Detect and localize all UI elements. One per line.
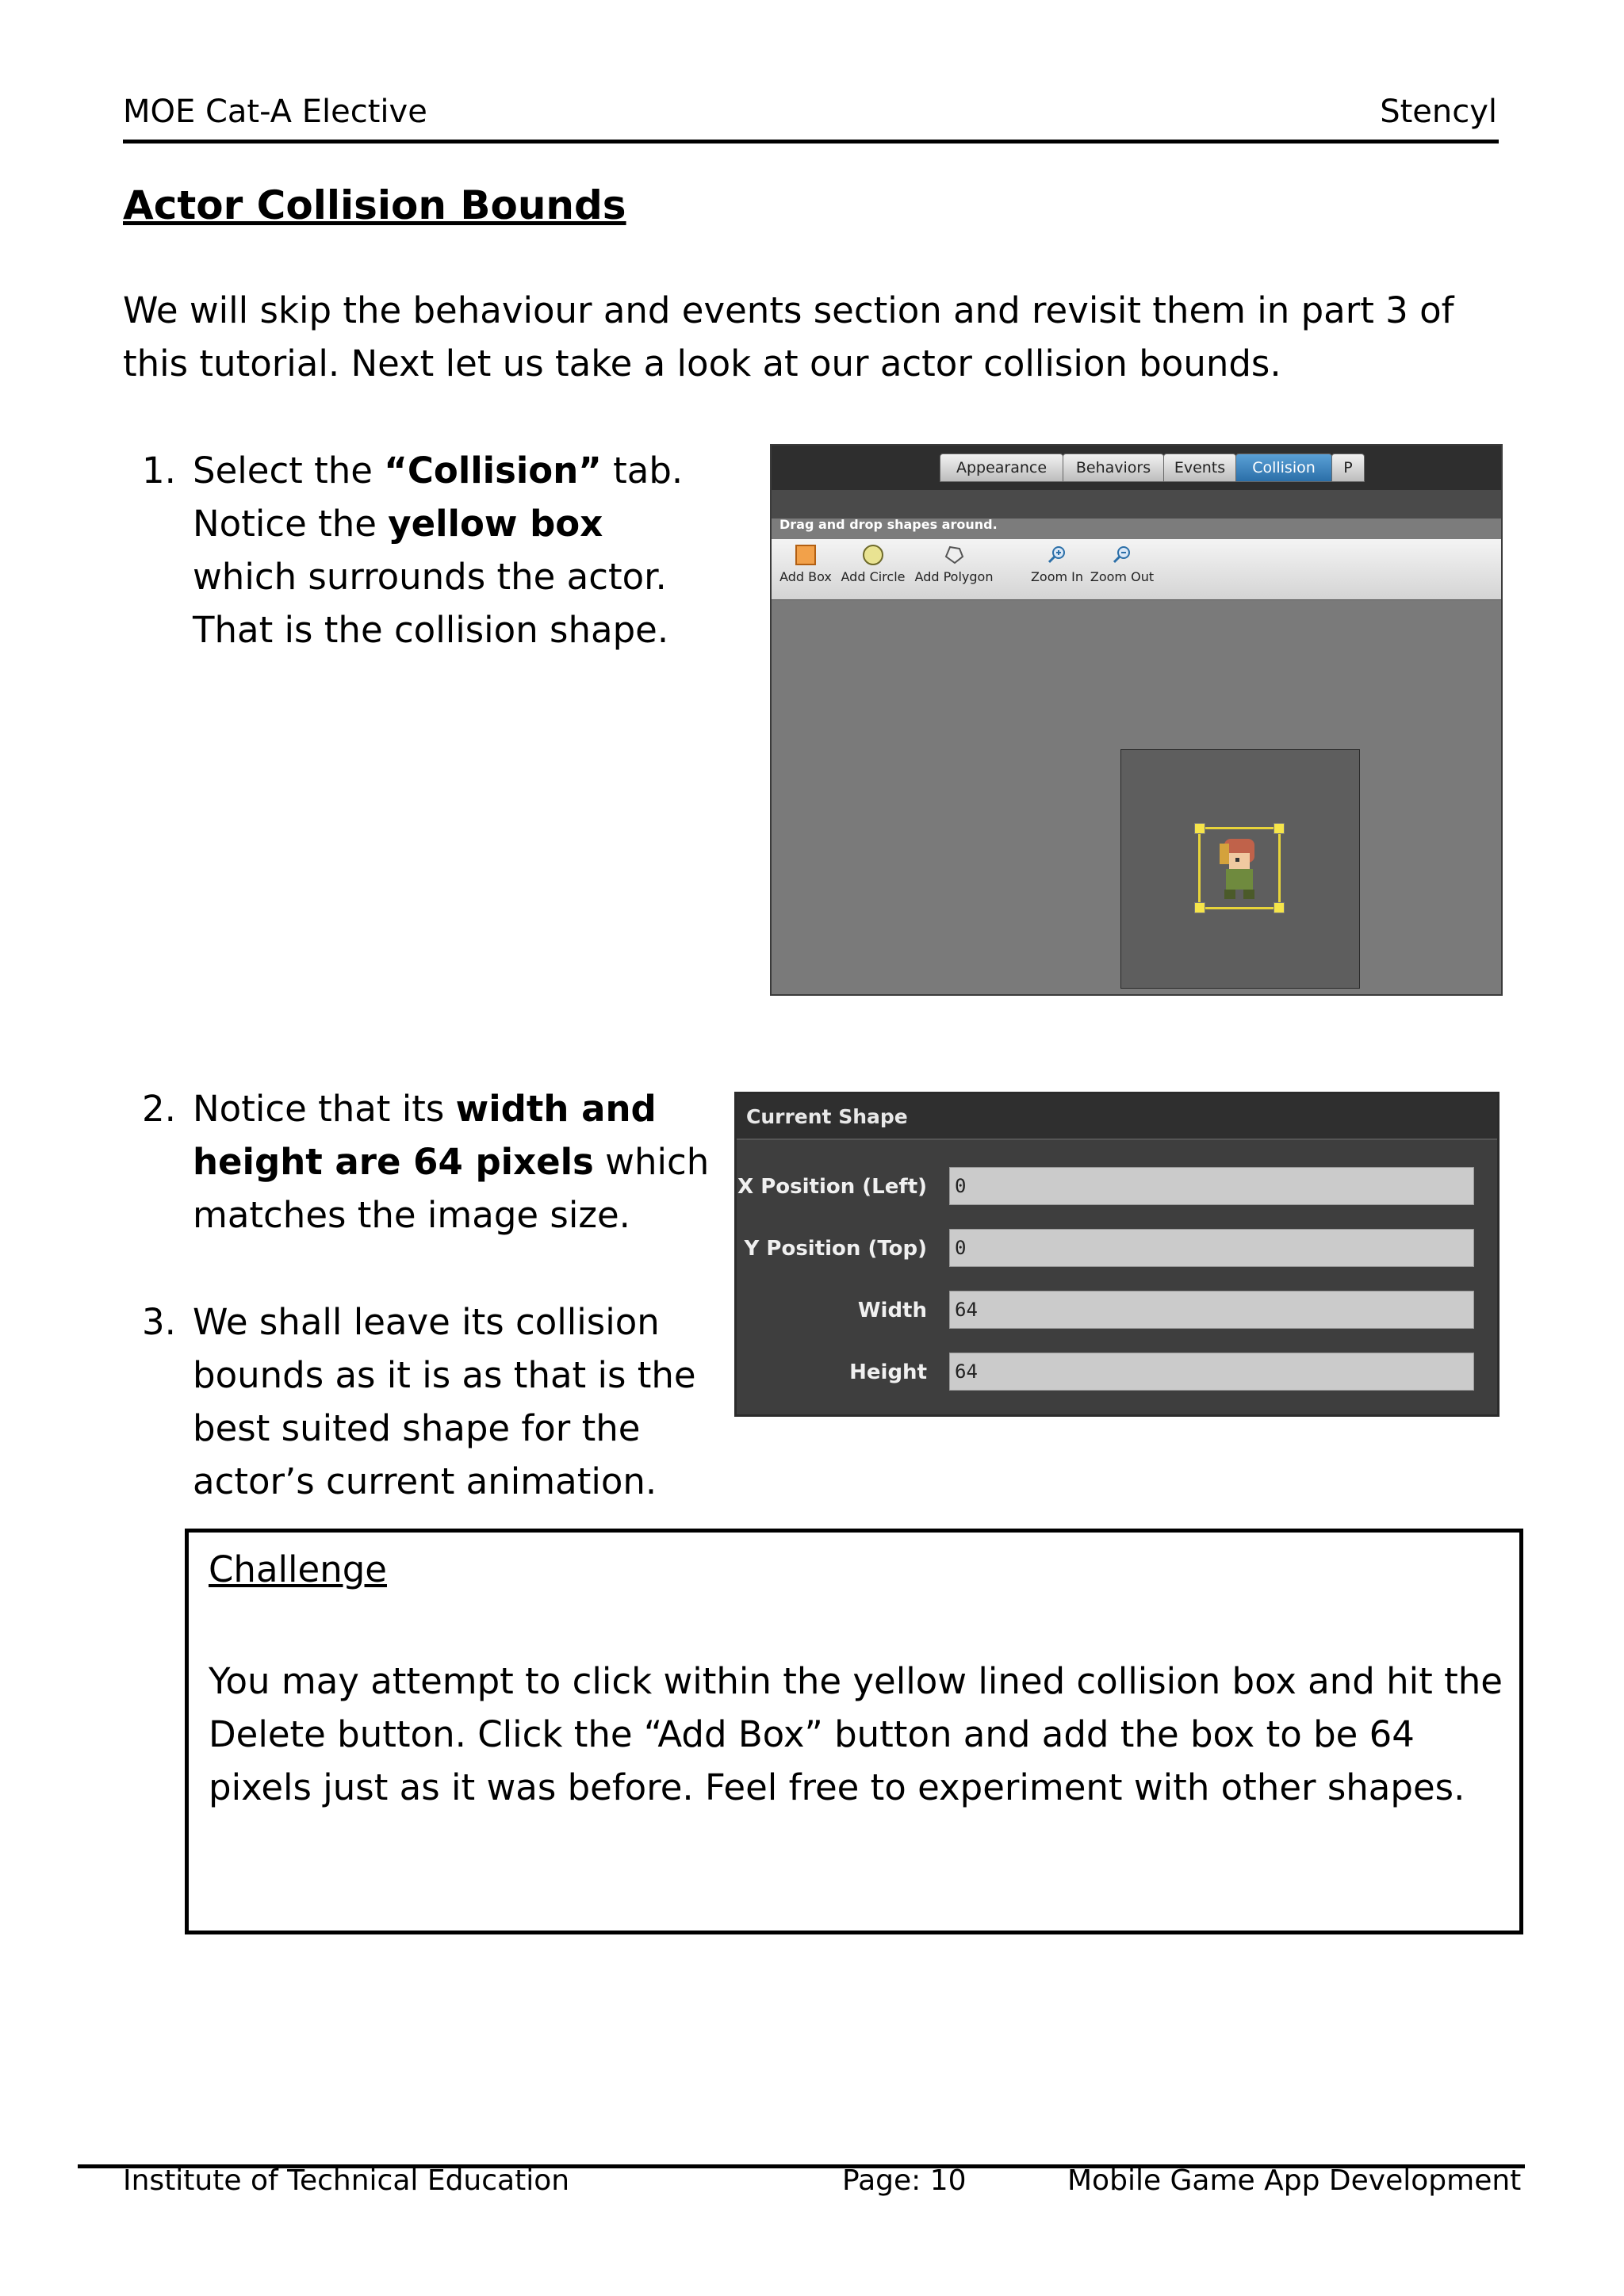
y-position-label: Y Position (Top) — [744, 1237, 927, 1261]
step-text: Notice that its — [193, 1088, 456, 1130]
step-3 — [142, 1295, 716, 1508]
shape-toolbar — [772, 539, 1501, 600]
intro-paragraph: We will skip the behaviour and events section and revisit them in part 3 of this tutorial. Next let us take a look at our actor collision bounds. — [123, 289, 1454, 385]
tool-label: Add Polygon — [914, 569, 994, 584]
challenge-box — [185, 1529, 1523, 1934]
step-number: 1. — [142, 450, 176, 492]
challenge-title: Challenge — [209, 1548, 387, 1590]
header-divider — [123, 140, 1499, 144]
step-1 — [142, 444, 716, 656]
step-number: 3. — [142, 1301, 176, 1343]
resize-handle[interactable] — [1274, 823, 1285, 834]
add-circle-button[interactable] — [840, 544, 906, 584]
step-number: 2. — [142, 1088, 176, 1130]
tool-label: Add Box — [779, 569, 832, 584]
step-text: We shall leave its collision bounds as it is as that is the best suited shape for the actor’s current animation. — [193, 1301, 696, 1502]
resize-handle[interactable] — [1274, 902, 1285, 913]
polygon-icon — [944, 545, 964, 565]
tab-events[interactable]: Events — [1163, 453, 1236, 482]
actor-frame — [1120, 749, 1360, 989]
zoom-out-icon — [1112, 545, 1132, 565]
resize-handle[interactable] — [1194, 902, 1205, 913]
challenge-text: You may attempt to click within the yellow lined collision box and hit the Delete button. Click the “Add Box” button and add the box to be 64 pixels just as it was before. Feel free to experiment with other shapes. — [209, 1660, 1503, 1808]
add-polygon-button[interactable] — [913, 544, 995, 584]
zoom-in-icon — [1047, 545, 1067, 565]
x-position-field[interactable]: 0 — [949, 1167, 1474, 1205]
footer-institute: Institute of Technical Education — [123, 2164, 570, 2197]
footer-course: Mobile Game App Development — [1067, 2164, 1522, 2197]
zoom-out-button[interactable] — [1089, 544, 1155, 584]
height-label: Height — [849, 1360, 927, 1384]
step-text: Select the — [193, 450, 385, 492]
step-text: which surrounds the actor. That is the collision shape. — [193, 556, 669, 651]
tool-label: Add Circle — [841, 569, 906, 584]
tab-appearance[interactable]: Appearance — [940, 453, 1063, 482]
resize-handle[interactable] — [1194, 823, 1205, 834]
panel-title: Current Shape — [746, 1105, 908, 1128]
step-emphasis: “Collision” — [384, 450, 602, 492]
zoom-in-button[interactable] — [1028, 544, 1086, 584]
y-position-field[interactable]: 0 — [949, 1229, 1474, 1267]
step-text: which matches the image size. — [193, 1141, 710, 1236]
circle-icon — [863, 545, 883, 565]
tool-label: Zoom In — [1030, 569, 1084, 584]
tab-bar — [772, 446, 1501, 490]
current-shape-panel — [734, 1092, 1500, 1417]
box-icon — [795, 545, 816, 565]
step-2 — [142, 1082, 716, 1242]
header-course: MOE Cat-A Elective — [123, 94, 427, 130]
page-number: Page: 10 — [842, 2164, 967, 2197]
width-label: Width — [857, 1299, 927, 1322]
width-field[interactable]: 64 — [949, 1291, 1474, 1329]
step-emphasis: width and height are 64 pixels — [193, 1088, 657, 1183]
editor-hint: Drag and drop shapes around. — [779, 517, 998, 532]
height-field[interactable]: 64 — [949, 1353, 1474, 1391]
add-box-button[interactable] — [778, 544, 833, 584]
tab-physics[interactable]: P — [1331, 453, 1365, 482]
tool-label: Zoom Out — [1090, 569, 1155, 584]
tab-collision[interactable]: Collision — [1235, 453, 1332, 482]
step-text: tab. Notice the — [193, 450, 684, 545]
step-emphasis: yellow box — [388, 503, 603, 545]
header-subject: Stencyl — [1380, 94, 1497, 130]
x-position-label: X Position (Left) — [737, 1175, 927, 1199]
tab-behaviors[interactable]: Behaviors — [1063, 453, 1164, 482]
editor-subbar — [772, 490, 1501, 519]
collision-box[interactable] — [1198, 827, 1281, 909]
page-title: Actor Collision Bounds — [123, 182, 626, 228]
collision-editor-screenshot — [770, 444, 1503, 996]
